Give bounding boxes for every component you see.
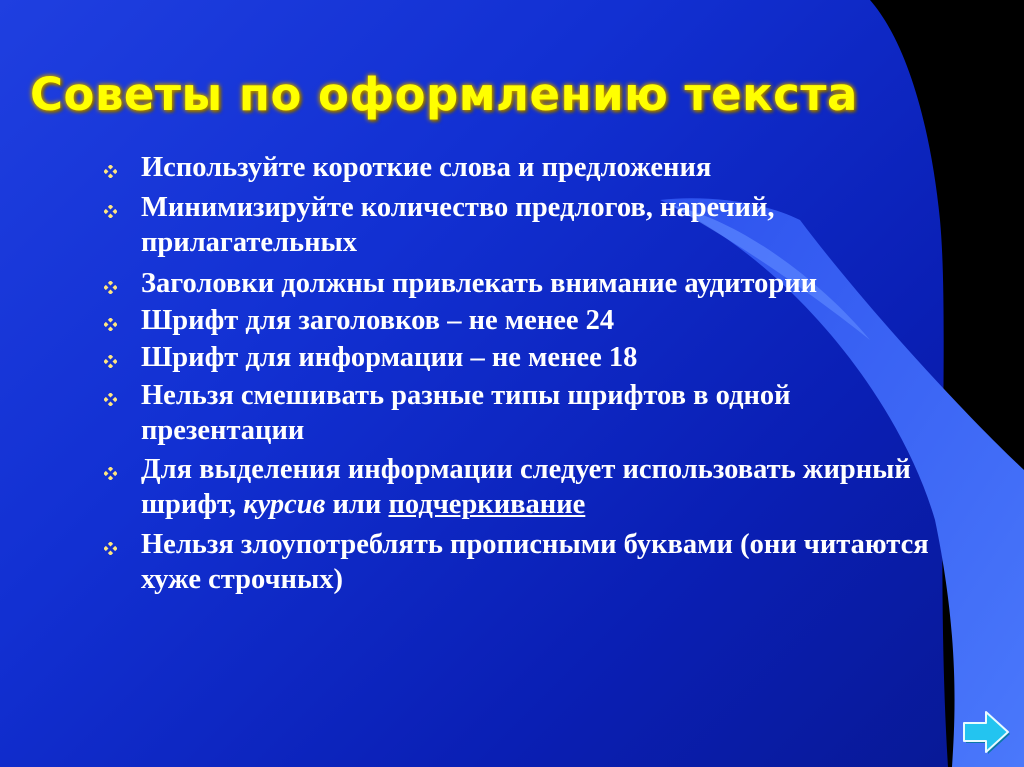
tip-item xyxy=(104,150,944,185)
tip-text-italic: курсив xyxy=(243,489,326,520)
tip-text-middle: или xyxy=(325,489,389,520)
diamond-bullet-icon xyxy=(104,542,117,555)
slide-title: Советы по оформлению текста xyxy=(30,68,858,121)
tip-text: Используйте короткие слова и предложения xyxy=(141,152,712,183)
tip-text: Шрифт для информации – не менее 18 xyxy=(141,342,638,373)
tip-text: Шрифт для заголовков – не менее 24 xyxy=(141,305,615,336)
tip-text: Заголовки должны привлекать внимание аудитории xyxy=(141,268,818,299)
tip-item xyxy=(104,340,944,375)
diamond-bullet-icon xyxy=(104,355,117,368)
diamond-bullet-icon xyxy=(104,393,117,406)
tip-item xyxy=(104,527,944,597)
tip-text-underlined: подчеркивание xyxy=(388,489,586,520)
tip-item xyxy=(104,378,944,448)
tip-text: Нельзя смешивать разные типы шрифтов в одной презентации xyxy=(141,380,791,446)
tip-text: Минимизируйте количество предлогов, наречий, прилагательных xyxy=(141,192,775,258)
diamond-bullet-icon xyxy=(104,205,117,218)
diamond-bullet-icon xyxy=(104,318,117,331)
next-slide-button[interactable] xyxy=(960,707,1012,757)
arrow-right-icon xyxy=(964,712,1010,754)
tip-text: Для выделения информации следует использовать жирный шрифт, xyxy=(141,454,911,520)
tip-text: Нельзя злоупотреблять прописными буквами (они читаются хуже строчных) xyxy=(141,529,929,595)
diamond-bullet-icon xyxy=(104,467,117,480)
diamond-bullet-icon xyxy=(104,165,117,178)
tip-item xyxy=(104,190,944,260)
tips-list xyxy=(104,150,944,597)
diamond-bullet-icon xyxy=(104,281,117,294)
tip-item xyxy=(104,266,944,301)
tip-item xyxy=(104,303,944,338)
tip-item xyxy=(104,452,944,522)
